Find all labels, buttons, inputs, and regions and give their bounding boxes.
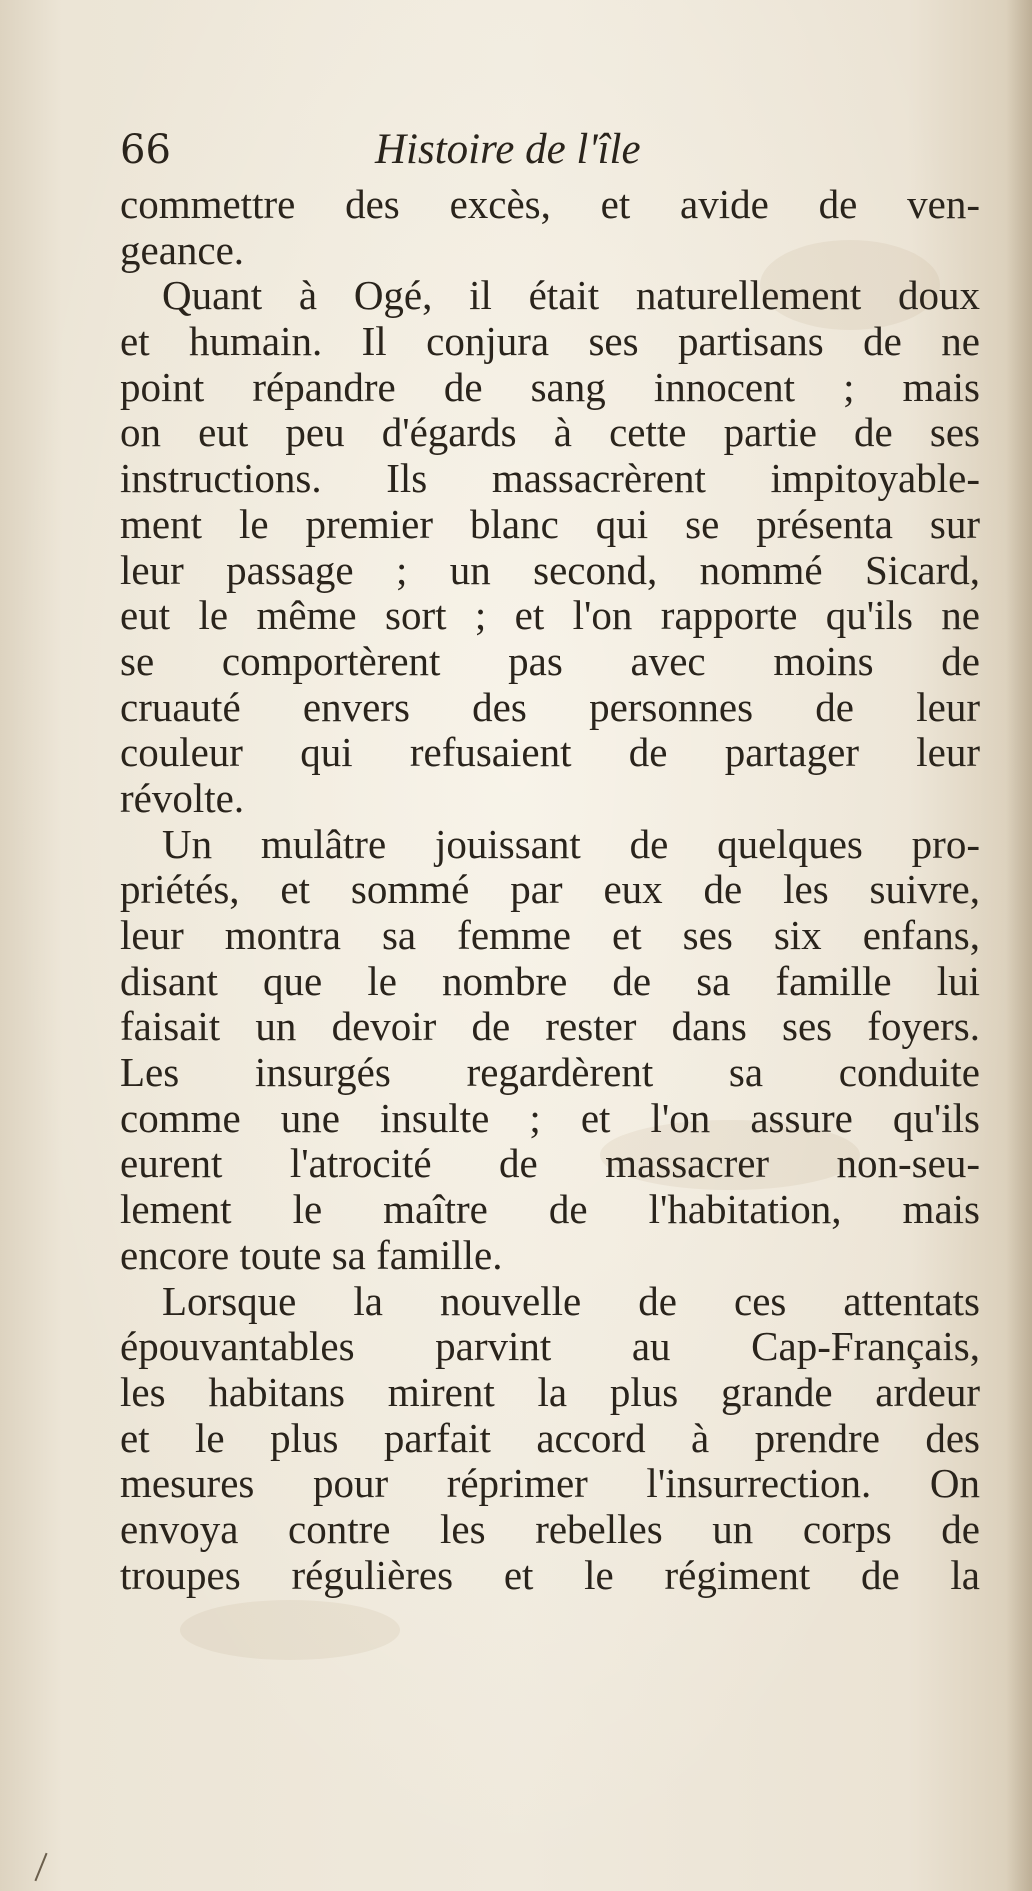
text-line: cruauté envers des personnes de leur (120, 683, 980, 730)
text-line: Un mulâtre jouissant de quelques pro- (162, 820, 980, 867)
text-line: et le plus parfait accord à prendre des (120, 1414, 980, 1461)
text-line: lement le maître de l'habitation, mais (120, 1186, 980, 1233)
text-line: révolte. (120, 774, 245, 821)
text-line: et humain. Il conjura ses partisans de ne (120, 318, 980, 365)
text-line: priétés, et sommé par eux de les suivre, (120, 866, 980, 913)
text-line: troupes régulières et le régiment de la (120, 1551, 980, 1598)
text-line: Les insurgés regardèrent sa conduite (120, 1049, 980, 1096)
margin-mark (34, 1853, 47, 1882)
page-number: 66 (120, 127, 171, 173)
text-line: ment le premier blanc qui se présenta sur (120, 500, 980, 547)
text-line: se comportèrent pas avec moins de (120, 637, 980, 684)
text-line: mesures pour réprimer l'insurrection. On (120, 1460, 980, 1507)
text-line: disant que le nombre de sa famille lui (120, 957, 980, 1004)
text-line: couleur qui refusaient de partager leur (120, 729, 980, 776)
text-line: envoya contre les rebelles un corps de (120, 1505, 980, 1552)
text-line: leur montra sa femme et ses six enfans, (120, 912, 980, 958)
paper-stain (180, 1600, 400, 1660)
text-line: épouvantables parvint au Cap-Français, (120, 1323, 980, 1370)
running-title: Histoire de l'île (375, 126, 641, 173)
page-edge-shadow (1006, 0, 1032, 1891)
body-text (120, 182, 980, 1598)
text-line: comme une insulte ; et l'on assure qu'ils (120, 1094, 980, 1141)
page-header (120, 120, 700, 180)
text-line: instructions. Ils massacrèrent impitoyable- (120, 455, 980, 502)
text-line: point répandre de sang innocent ; mais (120, 363, 980, 410)
text-line: les habitans mirent la plus grande ardeur (120, 1368, 980, 1415)
text-line: commettre des excès, et avide de ven- (120, 181, 980, 227)
text-line: Lorsque la nouvelle de ces attentats (162, 1277, 980, 1324)
text-line: faisait un devoir de rester dans ses foyers. (120, 1003, 980, 1050)
text-line: geance. (120, 226, 245, 273)
text-line: encore toute sa famille. (120, 1231, 503, 1278)
text-line: leur passage ; un second, nommé Sicard, (120, 546, 980, 593)
text-line: eurent l'atrocité de massacrer non-seu- (120, 1140, 980, 1187)
text-line: eut le même sort ; et l'on rapporte qu'ils ne (120, 592, 980, 639)
text-line: Quant à Ogé, il était naturellement doux (162, 272, 980, 319)
text-line: on eut peu d'égards à cette partie de ses (120, 409, 980, 456)
